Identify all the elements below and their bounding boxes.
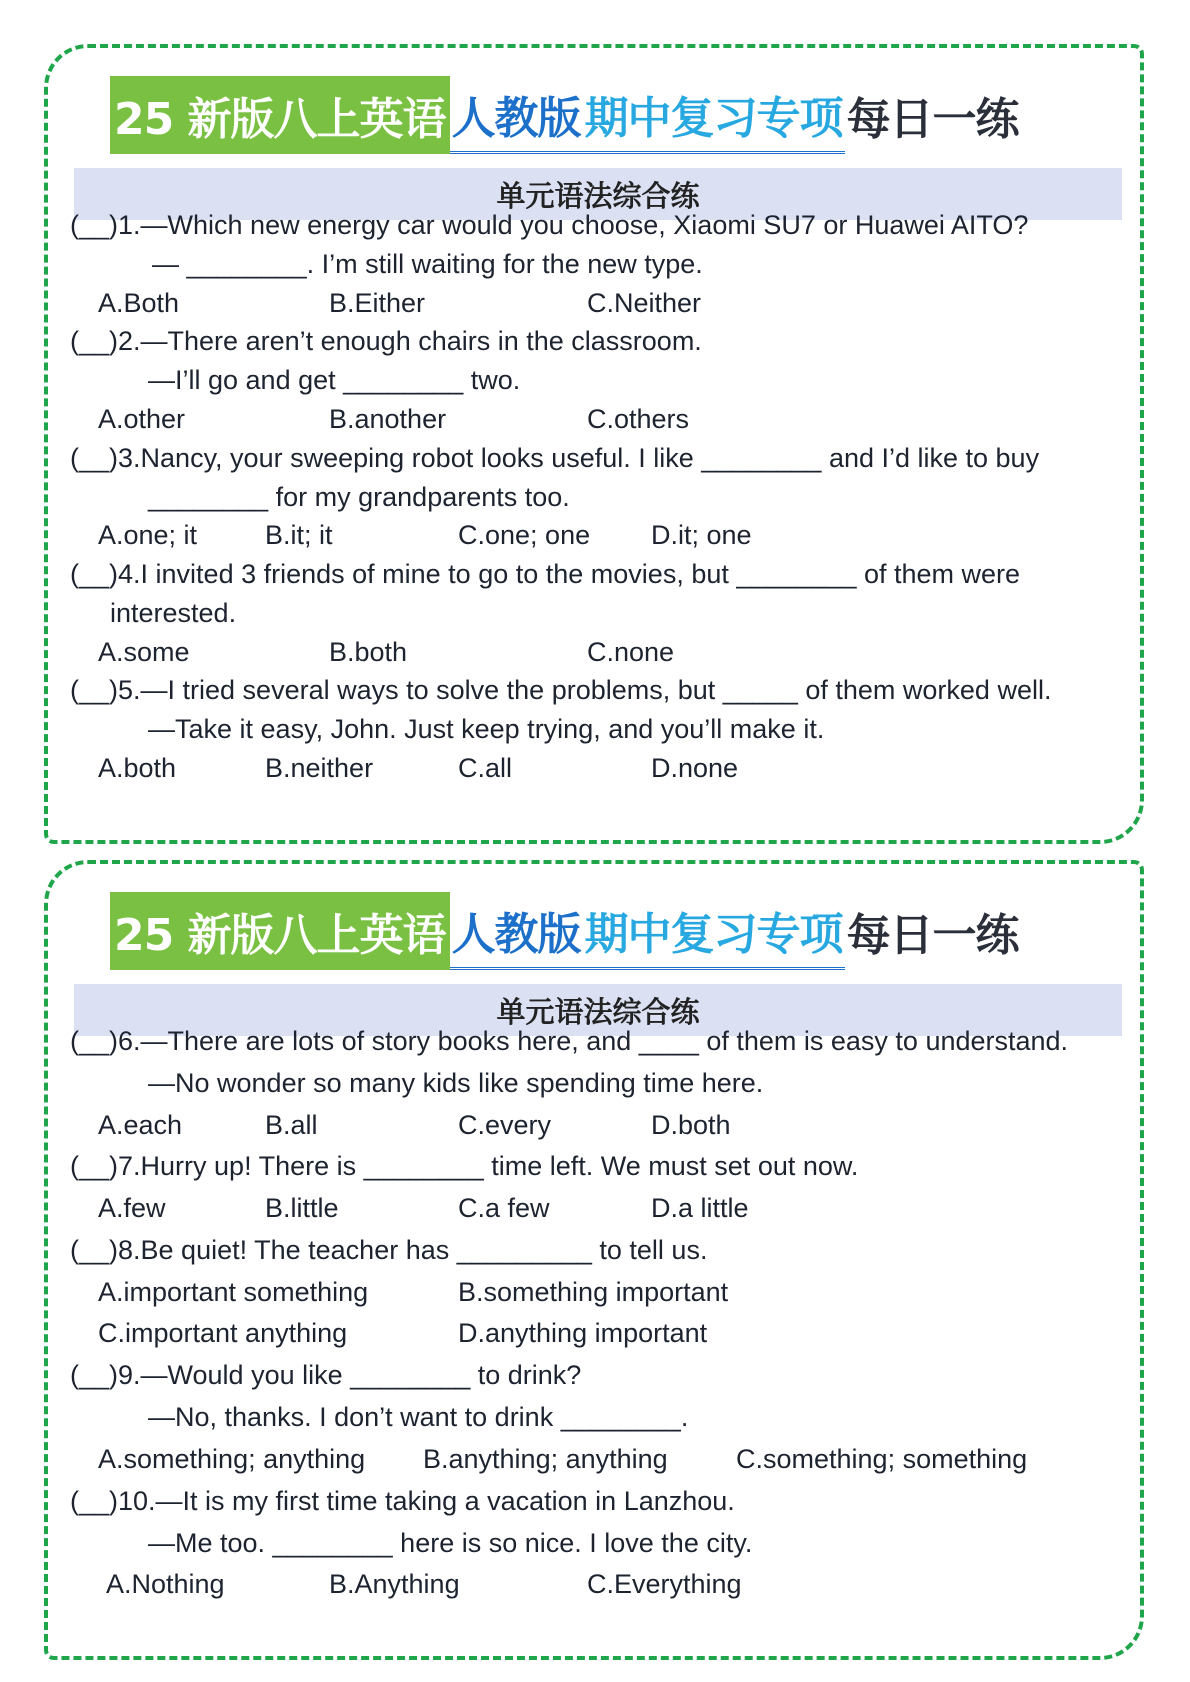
title-blue-part: 人教版 [450, 892, 583, 970]
option: A.each [98, 1110, 183, 1140]
title-green-part: 25 新版八上英语 [110, 892, 450, 970]
question-line: —Me too. ________ here is so nice. I love the city. [148, 1528, 753, 1558]
page-title [110, 76, 1021, 154]
option: C.Neither [587, 288, 702, 318]
option: B.Anything [329, 1569, 460, 1599]
title-cyan-part: 期中复习专项 [583, 892, 845, 970]
option: B.Either [329, 288, 426, 318]
exercise-card-2 [44, 860, 1144, 1660]
title-cyan-part: 期中复习专项 [583, 76, 845, 154]
title-dark-part: 每日一练 [846, 910, 1019, 961]
title-green-part: 25 新版八上英语 [110, 76, 450, 154]
option: D.a little [651, 1193, 749, 1223]
option: B.something important [458, 1277, 729, 1307]
question-line: —No, thanks. I don’t want to drink ________. [148, 1402, 689, 1432]
option: A.some [98, 637, 190, 667]
question-line: (__)10.—It is my first time taking a vacation in Lanzhou. [70, 1486, 735, 1516]
page-title [110, 892, 1021, 970]
option: D.anything important [458, 1318, 708, 1348]
question-line: (__)7.Hurry up! There is ________ time left. We must set out now. [70, 1151, 859, 1181]
option: A.one; it [98, 520, 198, 550]
option: A.important something [98, 1277, 369, 1307]
option: D.it; one [651, 520, 752, 550]
option: B.little [265, 1193, 339, 1223]
option: B.it; it [265, 520, 333, 550]
question-line: (__)1.—Which new energy car would you choose, Xiaomi SU7 or Huawei AITO? [70, 210, 1029, 240]
option: B.another [329, 404, 447, 434]
option: D.none [651, 753, 739, 783]
exercise-card-1 [44, 44, 1144, 844]
question-line: —Take it easy, John. Just keep trying, and you’ll make it. [148, 714, 825, 744]
question-line: (__)5.—I tried several ways to solve the problems, but _____ of them worked well. [70, 675, 1052, 705]
option: C.none [587, 637, 675, 667]
option: B.anything; anything [423, 1444, 668, 1474]
option: B.all [265, 1110, 318, 1140]
option: A.both [98, 753, 177, 783]
question-line: —I’ll go and get ________ two. [148, 365, 521, 395]
section-subtitle: 单元语法综合练 [74, 984, 1122, 1036]
question-line: —No wonder so many kids like spending time here. [148, 1068, 764, 1098]
option: C.all [458, 753, 513, 783]
option: C.others [587, 404, 690, 434]
option: C.one; one [458, 520, 591, 550]
option: B.both [329, 637, 408, 667]
option: C.every [458, 1110, 552, 1140]
option: A.something; anything [98, 1444, 366, 1474]
title-dark-part: 每日一练 [846, 94, 1019, 145]
question-line: (__)2.—There aren’t enough chairs in the classroom. [70, 326, 702, 356]
option: A.few [98, 1193, 166, 1223]
option: C.a few [458, 1193, 550, 1223]
option: A.Nothing [106, 1569, 225, 1599]
question-line: ________ for my grandparents too. [148, 482, 570, 512]
question-line: (__)3.Nancy, your sweeping robot looks useful. I like ________ and I’d like to buy [70, 443, 1040, 473]
option: A.other [98, 404, 186, 434]
question-line: interested. [110, 598, 237, 628]
option: C.Everything [587, 1569, 742, 1599]
question-line: (__)8.Be quiet! The teacher has _________ to tell us. [70, 1235, 708, 1265]
question-line: (__)6.—There are lots of story books here, and ____ of them is easy to understand. [70, 1026, 1069, 1056]
question-line: (__)4.I invited 3 friends of mine to go to the movies, but ________ of them were [70, 559, 1021, 589]
title-blue-part: 人教版 [450, 76, 583, 154]
option: C.important anything [98, 1318, 348, 1348]
question-line: (__)9.—Would you like ________ to drink? [70, 1360, 582, 1390]
section-subtitle: 单元语法综合练 [74, 168, 1122, 220]
option: C.something; something [736, 1444, 1028, 1474]
option: A.Both [98, 288, 180, 318]
option: D.both [651, 1110, 731, 1140]
option: B.neither [265, 753, 374, 783]
question-line: — ________. I’m still waiting for the new type. [152, 249, 703, 279]
